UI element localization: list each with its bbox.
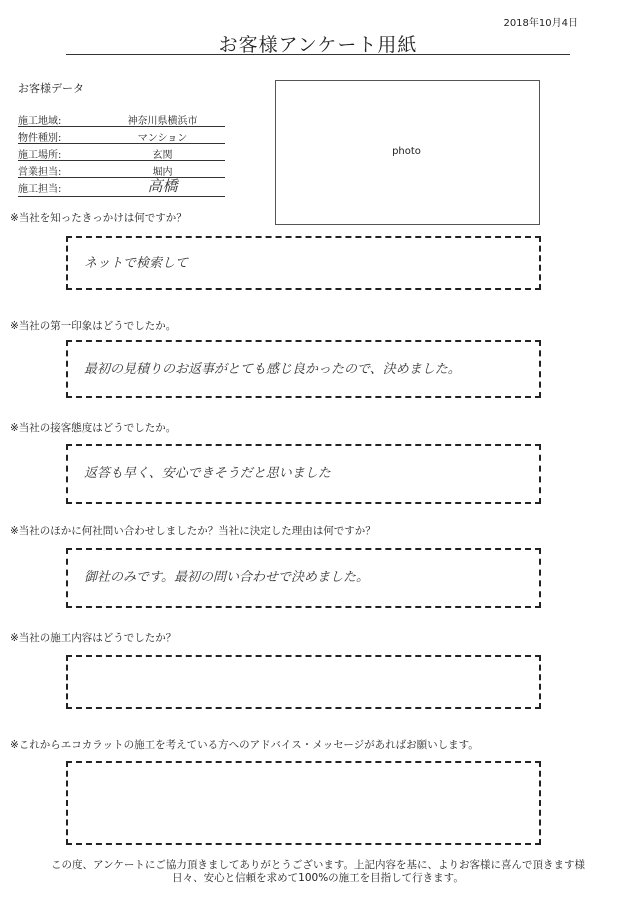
info-row-location xyxy=(18,144,225,161)
info-row-area xyxy=(18,110,225,127)
question-5: ※当社の施工内容はどうでしたか？ xyxy=(10,632,177,644)
survey-date: 2018年10月4日 xyxy=(503,18,578,29)
question-6: ※これからエコカラットの施工を考えている方へのアドバイス・メッセージがあればお願いします。 xyxy=(10,739,479,751)
customer-data-heading: お客様データ xyxy=(18,82,84,95)
info-value: 玄関 xyxy=(152,150,173,161)
info-label: 営業担当: xyxy=(18,167,62,178)
question-4: ※当社のほかに何社問い合わせしましたか？当社に決定した理由は何ですか？ xyxy=(10,525,376,537)
title-underline xyxy=(66,54,570,55)
question-1: ※当社を知ったきっかけは何ですか？ xyxy=(10,212,187,224)
answer-text: 最初の見積りのお返事がとても感じ良かったので、決めました。 xyxy=(84,362,461,377)
info-row-property-type xyxy=(18,127,225,144)
answer-box-5 xyxy=(66,655,541,709)
info-row-installer xyxy=(18,178,225,197)
info-label: 物件種別: xyxy=(18,133,62,144)
photo-label: photo xyxy=(392,146,421,157)
answer-text: 返答も早く、安心できそうだと思いました xyxy=(84,466,331,481)
info-value: 堀内 xyxy=(152,167,173,178)
page-title: お客様アンケート用紙 xyxy=(218,34,418,56)
info-label: 施工担当: xyxy=(18,184,62,195)
answer-box-1 xyxy=(66,236,541,290)
info-value: 神奈川県横浜市 xyxy=(127,116,198,127)
info-value-handwritten: 高橋 xyxy=(147,177,178,195)
footer-line-1: この度、アンケートにご協力頂きましてありがとうございます。上記内容を基に、よりお客様に喜んで頂きます様 xyxy=(50,859,586,871)
answer-box-3 xyxy=(66,444,541,504)
info-label: 施工地域: xyxy=(18,116,62,127)
answer-text: ネットで検索して xyxy=(84,256,189,271)
info-label: 施工場所: xyxy=(18,150,62,161)
answer-box-4 xyxy=(66,548,541,608)
answer-box-6 xyxy=(66,761,541,845)
question-3: ※当社の接客態度はどうでしたか。 xyxy=(10,422,177,434)
answer-text: 御社のみです。最初の問い合わせで決めました。 xyxy=(84,570,369,585)
info-value: マンション xyxy=(137,133,188,144)
answer-box-2 xyxy=(66,340,541,398)
question-2: ※当社の第一印象はどうでしたか。 xyxy=(10,320,177,332)
footer-line-2: 日々、安心と信頼を求めて100%の施工を目指して行きます。 xyxy=(172,872,464,884)
